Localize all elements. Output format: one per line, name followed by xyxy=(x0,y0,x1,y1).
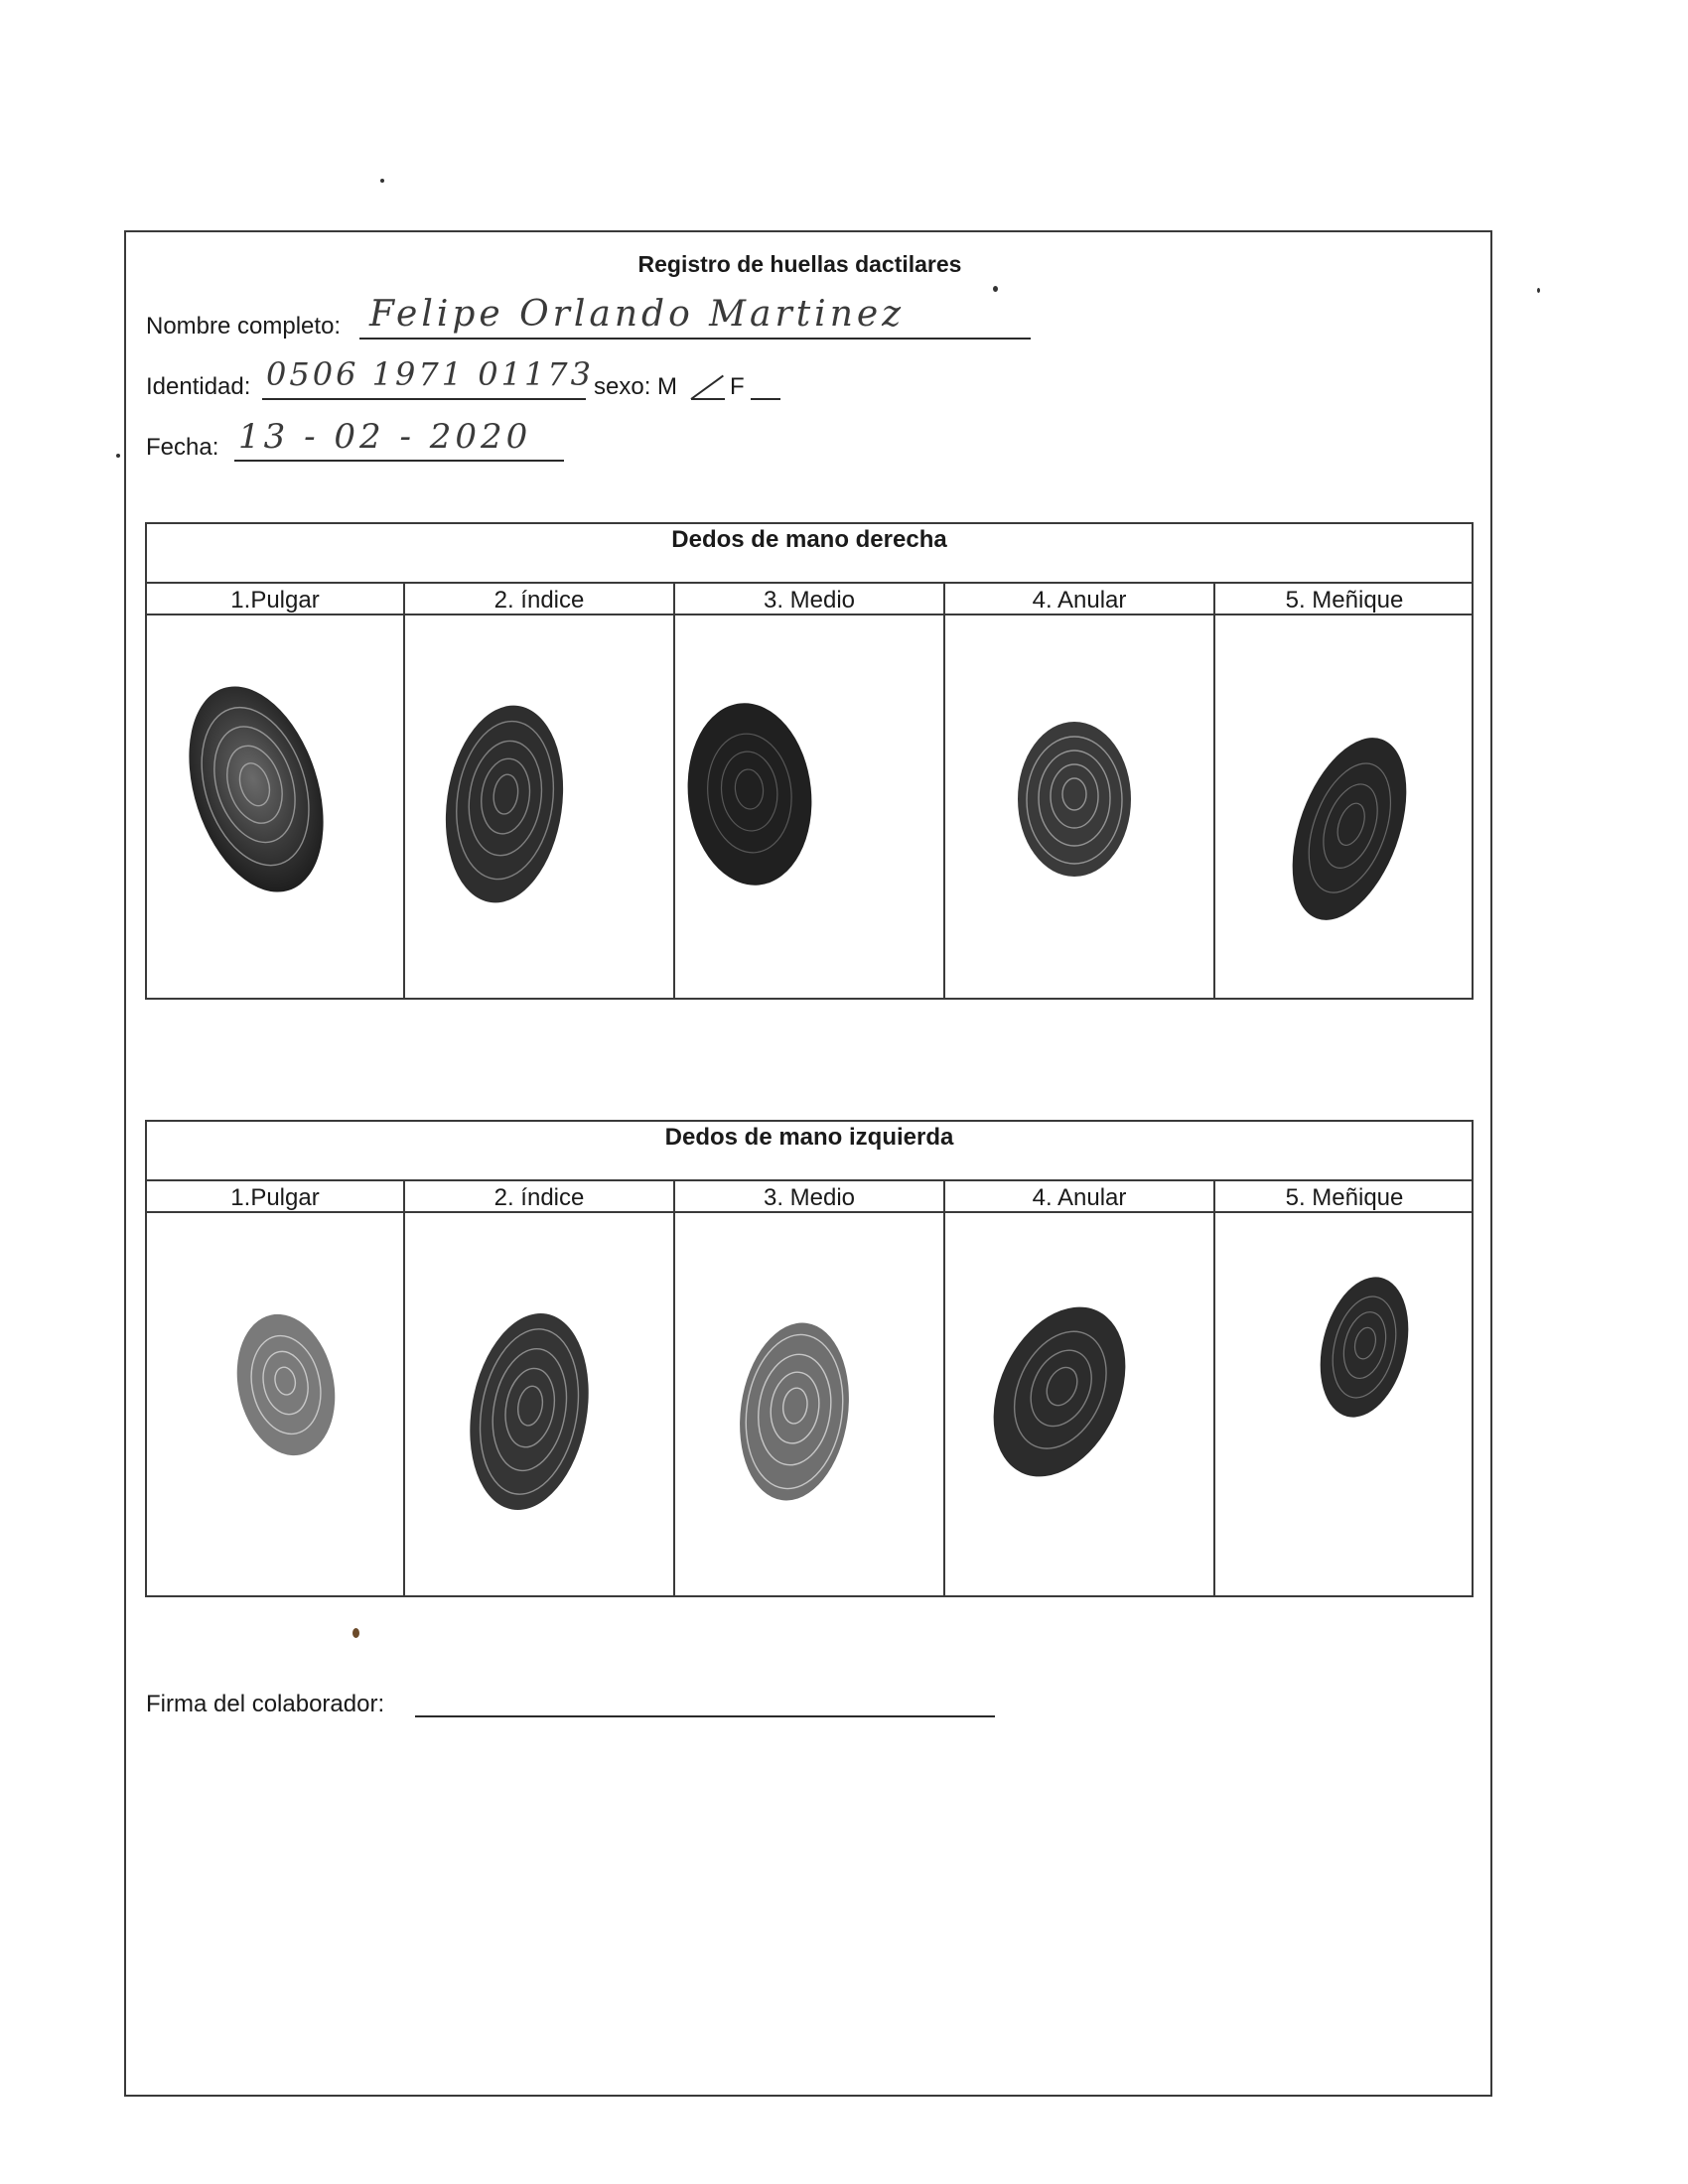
sex-f-label: F xyxy=(730,373,745,400)
fingerprint-image xyxy=(147,1213,403,1595)
scan-speck xyxy=(380,179,384,183)
fingerprint-image xyxy=(147,615,403,998)
fingerprint-image xyxy=(405,1213,673,1595)
date-value[interactable]: 13 - 02 - 2020 xyxy=(238,417,532,457)
fingerprint-image xyxy=(675,1213,943,1595)
fingerprint-image xyxy=(945,1213,1213,1595)
date-underline xyxy=(234,460,564,462)
fingerprint-image xyxy=(405,615,673,998)
fingerprint-image xyxy=(945,615,1213,998)
fingerprint-image xyxy=(675,615,943,998)
right-hand-grid xyxy=(145,522,1474,1000)
id-value[interactable]: 0506 1971 01173 xyxy=(266,355,595,393)
name-label: Nombre completo: xyxy=(146,313,342,340)
scan-speck xyxy=(993,286,998,292)
finger-label: 2. índice xyxy=(493,587,585,614)
right-cell-little[interactable] xyxy=(1213,584,1474,998)
finger-label: 5. Meñique xyxy=(1285,1184,1404,1211)
scan-speck xyxy=(1537,288,1540,293)
left-cell-little[interactable] xyxy=(1213,1181,1474,1595)
finger-label: 5. Meñique xyxy=(1285,587,1404,614)
scan-speck xyxy=(352,1628,359,1638)
right-cell-middle[interactable] xyxy=(673,584,943,998)
fingerprint-image xyxy=(1215,615,1474,998)
right-hand-title: Dedos de mano derecha xyxy=(147,524,1472,584)
left-hand-title: Dedos de mano izquierda xyxy=(147,1122,1472,1181)
left-cell-ring[interactable] xyxy=(943,1181,1213,1595)
sex-f-underline xyxy=(751,398,780,400)
left-hand-grid xyxy=(145,1120,1474,1597)
signature-line[interactable] xyxy=(415,1715,995,1717)
sex-m-underline xyxy=(691,398,725,400)
name-underline xyxy=(359,338,1031,340)
date-label: Fecha: xyxy=(146,434,219,461)
fingerprint-image xyxy=(1215,1213,1474,1595)
signature-label: Firma del colaborador: xyxy=(146,1691,385,1717)
finger-label: 1.Pulgar xyxy=(230,1184,320,1211)
sex-m-label: sexo: M xyxy=(594,373,678,400)
id-underline xyxy=(262,398,586,400)
finger-label: 4. Anular xyxy=(1032,587,1127,614)
left-cell-thumb[interactable] xyxy=(147,1181,403,1595)
left-cell-index[interactable] xyxy=(403,1181,673,1595)
finger-label: 2. índice xyxy=(493,1184,585,1211)
right-cell-ring[interactable] xyxy=(943,584,1213,998)
left-cell-middle[interactable] xyxy=(673,1181,943,1595)
name-value[interactable]: Felipe Orlando Martinez xyxy=(369,294,906,335)
right-cell-index[interactable] xyxy=(403,584,673,998)
id-label: Identidad: xyxy=(146,373,251,400)
form-title: Registro de huellas dactilares xyxy=(637,251,962,277)
finger-label: 3. Medio xyxy=(763,587,856,614)
scan-speck xyxy=(116,454,120,458)
right-cell-thumb[interactable] xyxy=(147,584,403,998)
finger-label: 4. Anular xyxy=(1032,1184,1127,1211)
finger-label: 3. Medio xyxy=(763,1184,856,1211)
finger-label: 1.Pulgar xyxy=(230,587,320,614)
